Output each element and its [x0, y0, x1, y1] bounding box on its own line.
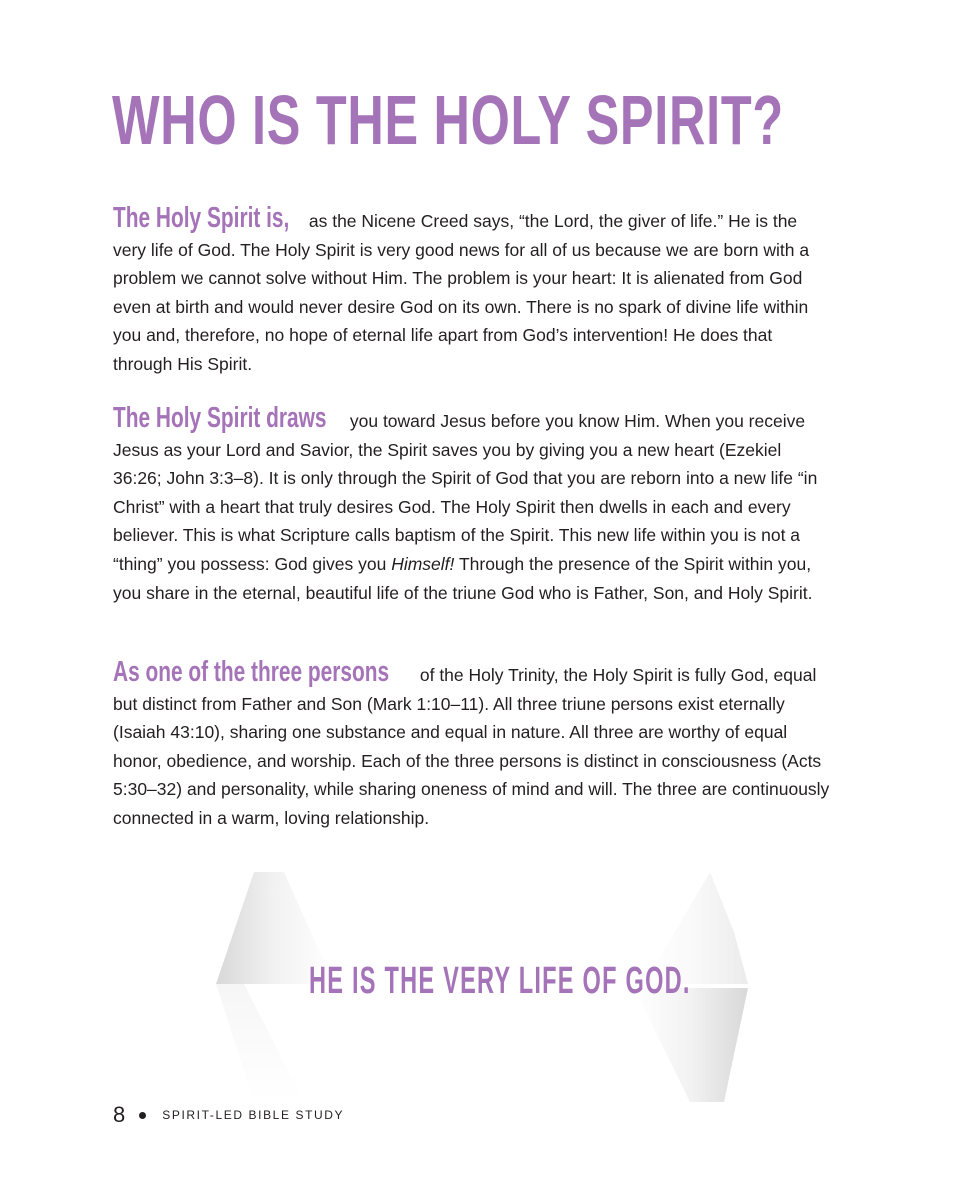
paragraph-text: you toward Jesus before you know Him. When you receive Jesus as your Lord and Savior, the Spirit saves you by giving you a new heart (Ezekiel 36:26; John 3:3–8). It is only through the Spirit of God that you are reborn into a new life “in Christ” with a heart that truly desires God. The Holy Spirit then dwells in each and every believer. This is what Scripture calls baptism of the Spirit. This new life within you is not a “thing” you possess: God gives you	[113, 411, 818, 574]
page-footer	[113, 1102, 344, 1128]
paragraph-2	[113, 404, 833, 607]
paragraph-3	[113, 658, 833, 833]
paragraph-lead: As one of the three persons	[113, 656, 390, 688]
pull-quote: HE IS THE VERY LIFE OF GOD.	[309, 960, 691, 1002]
paragraph-text: as the Nicene Creed says, “the Lord, the giver of life.” He is the very life of God. The Holy Spirit is very good news for all of us because we are born with a problem we cannot solve without Him. The problem is your heart: It is alienated from God even at birth and would never desire God on its own. There is no spark of divine life within you and, therefore, no hope of eternal life apart from God’s intervention! He does that through His Spirit.	[113, 211, 810, 374]
page-title: WHO IS THE HOLY SPIRIT?	[112, 81, 784, 159]
pull-quote-banner	[214, 872, 750, 1102]
bullet-separator-icon	[139, 1112, 146, 1119]
paragraph-1	[113, 204, 833, 379]
paragraph-text: Through the presence of the Spirit within you, you share in the eternal, beautiful life of the triune God who is Father, Son, and Holy Spirit.	[113, 553, 813, 603]
book-title: SPIRIT-LED BIBLE STUDY	[162, 1108, 345, 1122]
paragraph-lead: The Holy Spirit draws	[113, 402, 327, 434]
page-number: 8	[113, 1102, 126, 1127]
paragraph-text: of the Holy Trinity, the Holy Spirit is fully God, equal but distinct from Father and Son (Mark 1:10–11). All three triune persons exist eternally (Isaiah 43:10), sharing one substance and equal in nature. All three are worthy of equal honor, obedience, and worship. Each of the three persons is distinct in consciousness (Acts 5:30–32) and personality, while sharing oneness of mind and will. The three are continuously connected in a warm, loving relationship.	[113, 665, 830, 828]
paragraph-emphasis: Himself!	[391, 553, 455, 574]
paragraph-lead: The Holy Spirit is,	[113, 202, 290, 234]
